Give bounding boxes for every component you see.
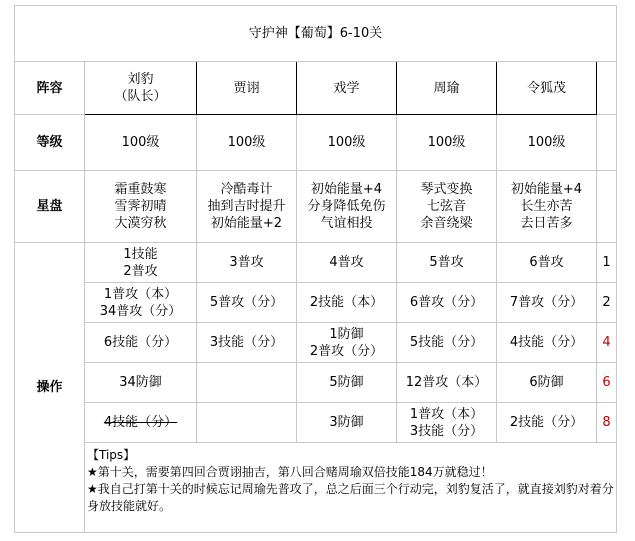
round-number: 2 [597,283,617,323]
hero-cell [297,62,397,115]
star-line: 去日苦多 [520,216,573,231]
lineup-label: 阵容 [15,62,85,115]
star-cell [397,171,497,243]
op-line: 1技能 [123,246,158,262]
op-cell: 5防御 [297,363,397,403]
level-row [15,115,617,171]
level-cell: 100级 [497,115,597,171]
op-cell: 7普攻（分） [497,283,597,323]
op-cell: 34防御 [85,363,197,403]
empty-cell [597,62,617,115]
star-line: 余音绕梁 [420,216,473,231]
star-line: 霜重鼓寒 [114,182,167,197]
star-line: 初始能量+2 [210,216,283,231]
op-cell: 2技能（本） [297,283,397,323]
op-cell: 3普攻 [197,243,297,283]
ops-row [15,363,617,403]
op-cell: 4普攻 [297,243,397,283]
level-cell: 100级 [297,115,397,171]
op-cell: 5普攻 [397,243,497,283]
level-cell: 100级 [397,115,497,171]
level-label: 等级 [15,115,85,171]
ops-label: 操作 [15,243,85,533]
round-number: 1 [597,243,617,283]
op-cell [85,283,197,323]
star-label: 星盘 [15,171,85,243]
ops-row [15,283,617,323]
ops-row [15,323,617,363]
star-line: 七弦音 [426,199,466,214]
op-cell: 6技能（分） [85,323,197,363]
tips-row [15,443,617,533]
hero-name: 令狐茂 [526,80,566,96]
tips-line: ★第十关，需要第四回合贾诩抽吉，第八回合赌周瑜双倍技能184万就稳过！ [87,465,493,479]
round-number: 6 [597,363,617,403]
op-line: 1普攻（本） [103,286,178,302]
op-cell: 12普攻（本） [397,363,497,403]
op-line: 2普攻 [123,263,158,279]
op-cell: 5技能（分） [397,323,497,363]
level-cell: 100级 [197,115,297,171]
round-number: 4 [597,323,617,363]
hero-name: 刘豹 [127,72,154,87]
op-cell: 6普攻 [497,243,597,283]
op-cell-empty [197,403,297,443]
op-cell [85,243,197,283]
hero-name: 周瑜 [433,80,460,96]
hero-name: 贾诩 [233,80,260,96]
hero-cell [85,62,197,115]
round-number: 8 [597,403,617,443]
hero-note: （队长） [114,89,167,104]
star-line: 长生亦苦 [520,199,573,214]
star-line: 气谊相投 [320,216,373,231]
empty-cell [597,171,617,243]
star-line: 分身降低免伤 [307,199,386,214]
level-cell: 100级 [85,115,197,171]
star-row [15,171,617,243]
star-line: 初始能量+4 [510,182,583,197]
op-line: 1防御 [329,326,364,342]
op-cell-struck: 4技能（分） [85,403,197,443]
op-cell: 6普攻（分） [397,283,497,323]
hero-cell [397,62,497,115]
title-row [15,6,617,62]
sheet-title: 守护神【葡萄】6-10关 [15,6,617,62]
op-cell [397,403,497,443]
op-cell: 3技能（分） [197,323,297,363]
op-line: 2普攻（分） [309,343,384,359]
star-cell [297,171,397,243]
star-line: 琴式变换 [420,182,473,197]
ops-row [15,403,617,443]
strategy-table [14,5,617,533]
lineup-row [15,62,617,115]
star-line: 大漠穷秋 [114,216,167,231]
tips-heading: 【Tips】 [87,448,136,462]
empty-cell [597,115,617,171]
tips-box [85,443,617,533]
op-cell: 6防御 [497,363,597,403]
hero-cell [197,62,297,115]
op-cell [297,323,397,363]
op-cell-empty [197,363,297,403]
tips-line: ★我自己打第十关的时候忘记周瑜先普攻了，总之后面三个行动完，刘豹复活了，就直接刘豹对着分身放技能就好。 [87,482,614,513]
star-cell [497,171,597,243]
star-line: 初始能量+4 [310,182,383,197]
star-line: 冷酷毒计 [220,182,273,197]
op-line: 34普攻（分） [99,303,182,319]
hero-name: 戏学 [333,80,360,96]
op-line: 3技能（分） [409,423,484,439]
op-line: 1普攻（本） [409,406,484,422]
hero-cell [497,62,597,115]
op-cell: 2技能（分） [497,403,597,443]
star-line: 抽到吉时提升 [207,199,286,214]
op-cell: 5普攻（分） [197,283,297,323]
star-cell [197,171,297,243]
op-cell: 3防御 [297,403,397,443]
star-line: 雪霁初晴 [114,199,167,214]
ops-row [15,243,617,283]
star-cell [85,171,197,243]
op-cell: 4技能（分） [497,323,597,363]
